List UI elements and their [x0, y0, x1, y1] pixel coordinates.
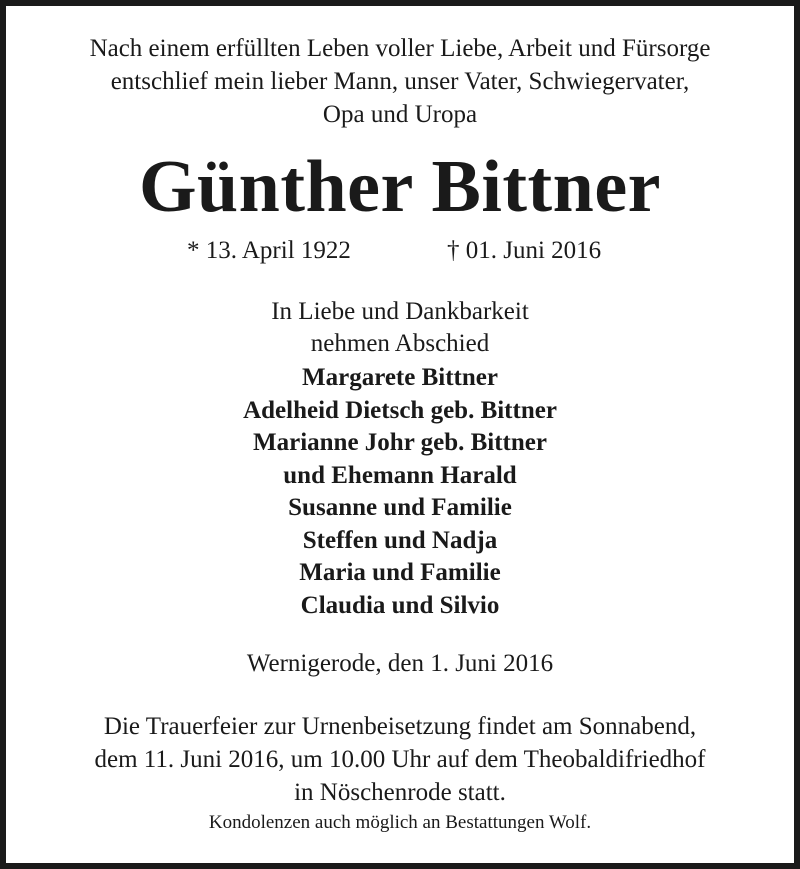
mourner-name: und Ehemann Harald [283, 461, 517, 489]
farewell-line: In Liebe und Dankbarkeit [271, 298, 529, 325]
farewell-text [6, 296, 794, 360]
mourner-name: Adelheid Dietsch geb. Bittner [243, 396, 557, 424]
mourner-name: Susanne und Familie [288, 494, 512, 521]
mourner-name: Margarete Bittner [302, 364, 498, 391]
deceased-name: Günther Bittner [138, 146, 662, 228]
condolence-note: Kondolenzen auch möglich an Bestattungen Wolf. [208, 812, 592, 833]
mourner-name: Marianne Johr geb. Bittner [253, 429, 547, 456]
intro-line: entschlief mein lieber Mann, unser Vater, Schwiegervater, [110, 68, 690, 95]
place-and-date: Wernigerode, den 1. Juni 2016 [246, 650, 554, 677]
intro-line: Nach einem erfüllten Leben voller Liebe, Arbeit und Fürsorge [89, 35, 711, 62]
mourner-name: Claudia und Silvio [300, 591, 500, 619]
intro-line: Opa und Uropa [322, 101, 478, 128]
death-date: † 01. Juni 2016 [447, 237, 602, 264]
service-line: in Nöschenrode statt. [294, 779, 506, 806]
funeral-service-info [6, 710, 794, 809]
intro-text [6, 32, 794, 131]
mourner-name: Maria und Familie [299, 559, 501, 586]
service-line: Die Trauerfeier zur Urnenbeisetzung findet am Sonnabend, [103, 713, 697, 740]
mourner-name: Steffen und Nadja [302, 526, 498, 554]
mourners-list [6, 362, 794, 622]
farewell-line: nehmen Abschied [310, 330, 490, 357]
service-line: dem 11. Juni 2016, um 10.00 Uhr auf dem Theobaldifriedhof [94, 746, 706, 773]
birth-date: * 13. April 1922 [187, 237, 351, 264]
